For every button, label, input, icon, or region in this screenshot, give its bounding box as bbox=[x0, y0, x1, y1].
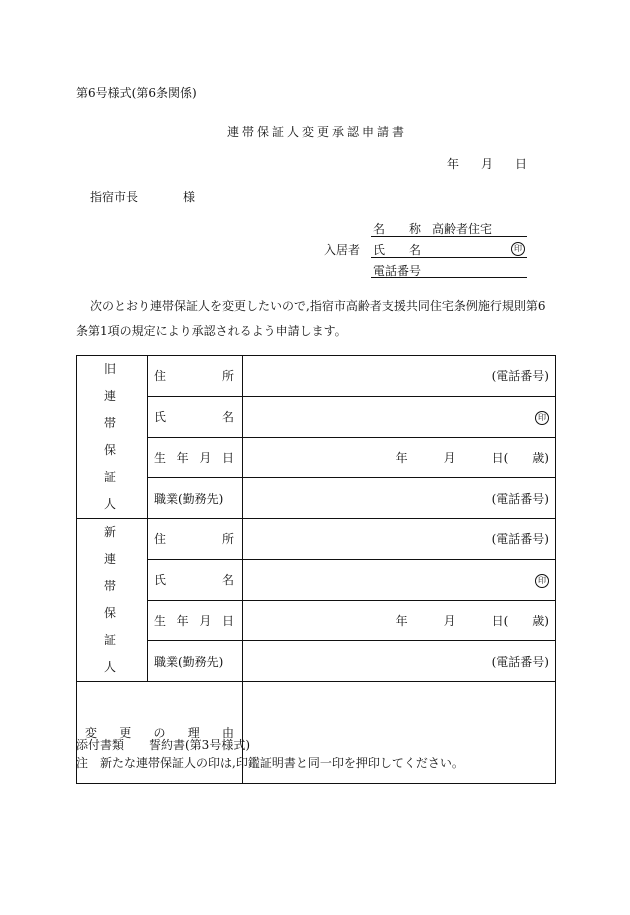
label-char: 生 bbox=[154, 450, 167, 465]
seal-icon: 印 bbox=[535, 411, 549, 425]
label-char: 由 bbox=[221, 726, 234, 740]
old-address-field[interactable] bbox=[243, 356, 556, 397]
addressee-name: 指宿市長 bbox=[90, 190, 139, 204]
old-name-label bbox=[148, 396, 243, 437]
corp-name-underline bbox=[371, 236, 527, 237]
old-birth-label bbox=[148, 437, 243, 478]
date-year: 年 bbox=[447, 157, 460, 171]
new-birth-field[interactable] bbox=[243, 600, 556, 641]
phone-label: 電話番号 bbox=[373, 264, 422, 278]
corp-name-label-1: 名 bbox=[373, 222, 386, 236]
new-guarantor-group-label bbox=[77, 519, 157, 682]
label-char: 名 bbox=[221, 410, 234, 425]
phone-note: (電話番号) bbox=[491, 369, 549, 384]
label-char: 生 bbox=[154, 613, 167, 628]
label-char: 所 bbox=[221, 369, 234, 384]
label-char: 所 bbox=[221, 532, 234, 547]
attachment-label: 添付書類 bbox=[76, 738, 125, 752]
label-char: 月 bbox=[199, 613, 212, 628]
label-char: 日 bbox=[221, 613, 234, 628]
attachment-value: 誓約書(第3号様式) bbox=[149, 738, 250, 752]
label-char: 理 bbox=[187, 726, 200, 740]
birth-value: 年 月 日( 歳) bbox=[395, 450, 549, 465]
new-address-label bbox=[148, 519, 243, 560]
phone-note: (電話番号) bbox=[491, 532, 549, 547]
label-char: 月 bbox=[199, 450, 212, 465]
new-occupation-label: 職業(勤務先) bbox=[148, 641, 243, 682]
date-day: 日 bbox=[515, 157, 528, 171]
label-char: 年 bbox=[176, 613, 189, 628]
label-char: 年 bbox=[176, 450, 189, 465]
birth-value: 年 月 日( 歳) bbox=[395, 613, 549, 628]
new-address-field[interactable] bbox=[243, 519, 556, 560]
date-month: 月 bbox=[481, 157, 494, 171]
old-group-line-1: 旧 連 帯 bbox=[103, 362, 157, 430]
seal-icon: 印 bbox=[535, 574, 549, 588]
old-name-field[interactable] bbox=[243, 396, 556, 437]
label-char: 氏 bbox=[154, 573, 167, 588]
phone-note: (電話番号) bbox=[491, 654, 549, 669]
addressee-honorific: 様 bbox=[183, 190, 196, 204]
body-text-line-2: 条第1項の規定により承認されるよう申請します。 bbox=[76, 324, 347, 338]
label-char: 住 bbox=[154, 369, 167, 384]
label-char: 住 bbox=[154, 532, 167, 547]
new-name-label bbox=[148, 559, 243, 600]
footnote: 注 新たな連帯保証人の印は,印鑑証明書と同一印を押印してください。 bbox=[76, 756, 464, 770]
new-group-line-2: 保 証 人 bbox=[103, 606, 157, 674]
corp-name-value: 高齢者住宅 bbox=[432, 222, 493, 236]
label-char: 氏 bbox=[154, 410, 167, 425]
old-birth-field[interactable] bbox=[243, 437, 556, 478]
label-char: 更 bbox=[119, 726, 132, 740]
body-text-line-1: 次のとおり連帯保証人を変更したいので,指宿市高齢者支援共同住宅条例施行規則第6 bbox=[90, 299, 546, 313]
guarantor-table bbox=[76, 355, 556, 784]
phone-underline bbox=[371, 277, 527, 278]
old-guarantor-group-label bbox=[77, 356, 157, 519]
person-label-1: 氏 bbox=[373, 243, 386, 257]
old-address-row bbox=[77, 356, 556, 397]
new-birth-label bbox=[148, 600, 243, 641]
new-occupation-field[interactable] bbox=[243, 641, 556, 682]
new-name-field[interactable] bbox=[243, 559, 556, 600]
new-address-row bbox=[77, 519, 556, 560]
phone-note: (電話番号) bbox=[491, 491, 549, 506]
corp-name-label-2: 称 bbox=[409, 222, 422, 236]
old-occupation-label: 職業(勤務先) bbox=[148, 478, 243, 519]
document-title: 連帯保証人変更承認申請書 bbox=[227, 125, 408, 139]
seal-icon: 印 bbox=[511, 242, 525, 256]
label-char: 名 bbox=[221, 573, 234, 588]
person-name-underline bbox=[371, 257, 527, 258]
form-number: 第6号様式(第6条関係) bbox=[76, 86, 197, 100]
person-label-2: 名 bbox=[409, 243, 422, 257]
label-char: 変 bbox=[85, 726, 98, 740]
applicant-label: 入居者 bbox=[324, 243, 361, 257]
old-group-line-2: 保 証 人 bbox=[103, 443, 157, 511]
label-char: の bbox=[153, 726, 166, 740]
label-char: 日 bbox=[221, 450, 234, 465]
old-occupation-field[interactable] bbox=[243, 478, 556, 519]
old-address-label bbox=[148, 356, 243, 397]
new-group-line-1: 新 連 帯 bbox=[103, 525, 157, 593]
